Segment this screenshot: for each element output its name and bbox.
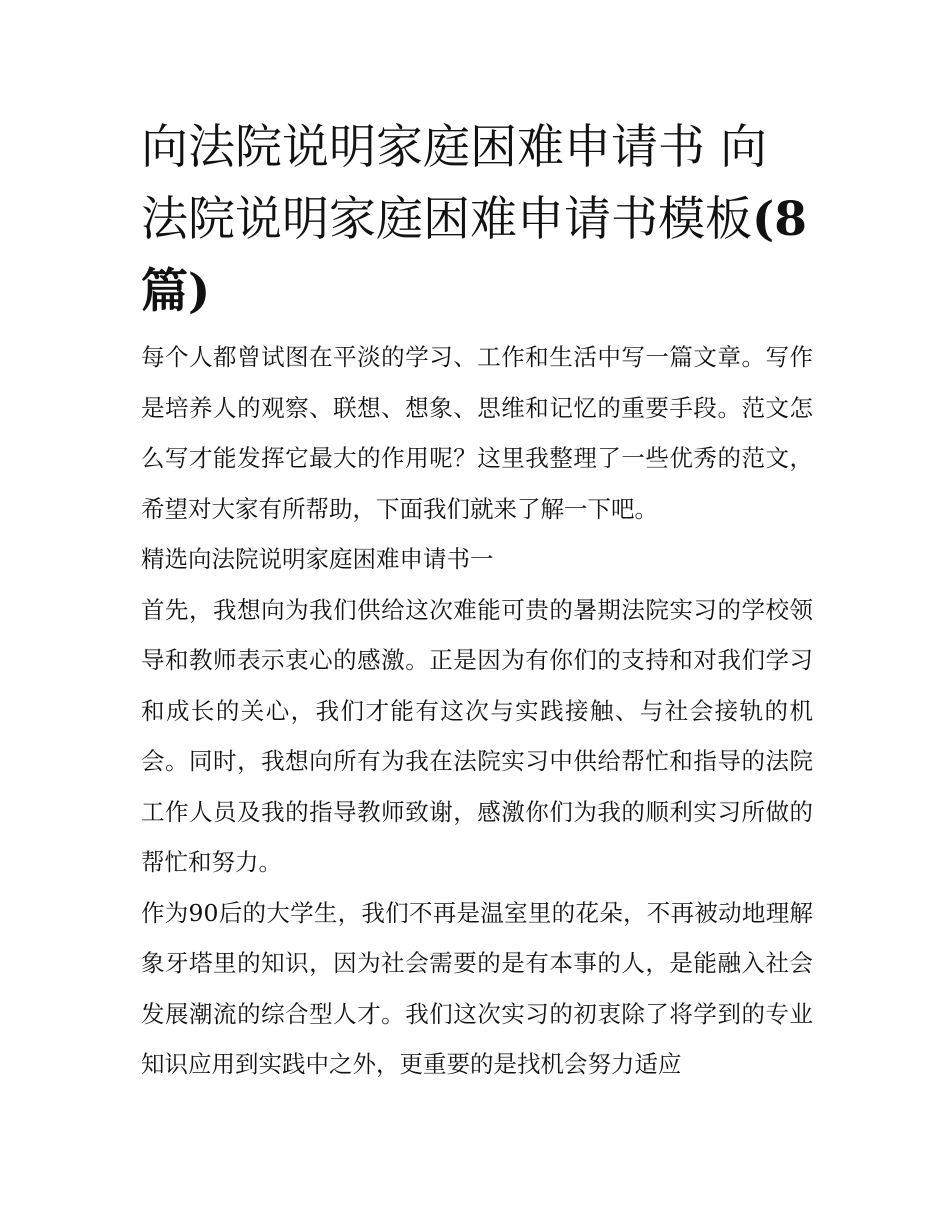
document-body: [141, 112, 813, 1090]
title-suffix: (8篇): [141, 192, 807, 319]
section-heading: 精选向法院说明家庭困难申请书一: [141, 545, 494, 573]
title-main: 向法院说明家庭困难申请书 向法院说明家庭困难申请书模板: [141, 120, 767, 247]
body-paragraph: 首先，我想向为我们供给这次难能可贵的暑期法院实习的学校领导和教师表示衷心的感激。正是因为有你们的支持和对我们学习和成长的关心，我们才能有这次与实践接触、与社会接轨的机会。同时，我想向所有为我在法院实习中供给帮忙和指导的法院工作人员及我的指导教师致谢，感激你们为我的顺利实习所做的帮忙和努力。: [141, 595, 813, 876]
body-paragraph: 作为90后的大学生，我们不再是温室里的花朵，不再被动地理解象牙塔里的知识，因为社会需要的是有本事的人，是能融入社会发展潮流的综合型人才。我们这次实习的初衷除了将学到的专业知识应用到实践中之外，更重要的是找机会努力适应: [141, 898, 813, 1078]
intro-paragraph: 每个人都曾试图在平淡的学习、工作和生活中写一篇文章。写作是培养人的观察、联想、想象、思维和记忆的重要手段。范文怎么写才能发挥它最大的作用呢？这里我整理了一些优秀的范文，希望对大家有所帮助，下面我们就来了解一下吧。: [141, 343, 813, 523]
document-title: [141, 112, 813, 328]
